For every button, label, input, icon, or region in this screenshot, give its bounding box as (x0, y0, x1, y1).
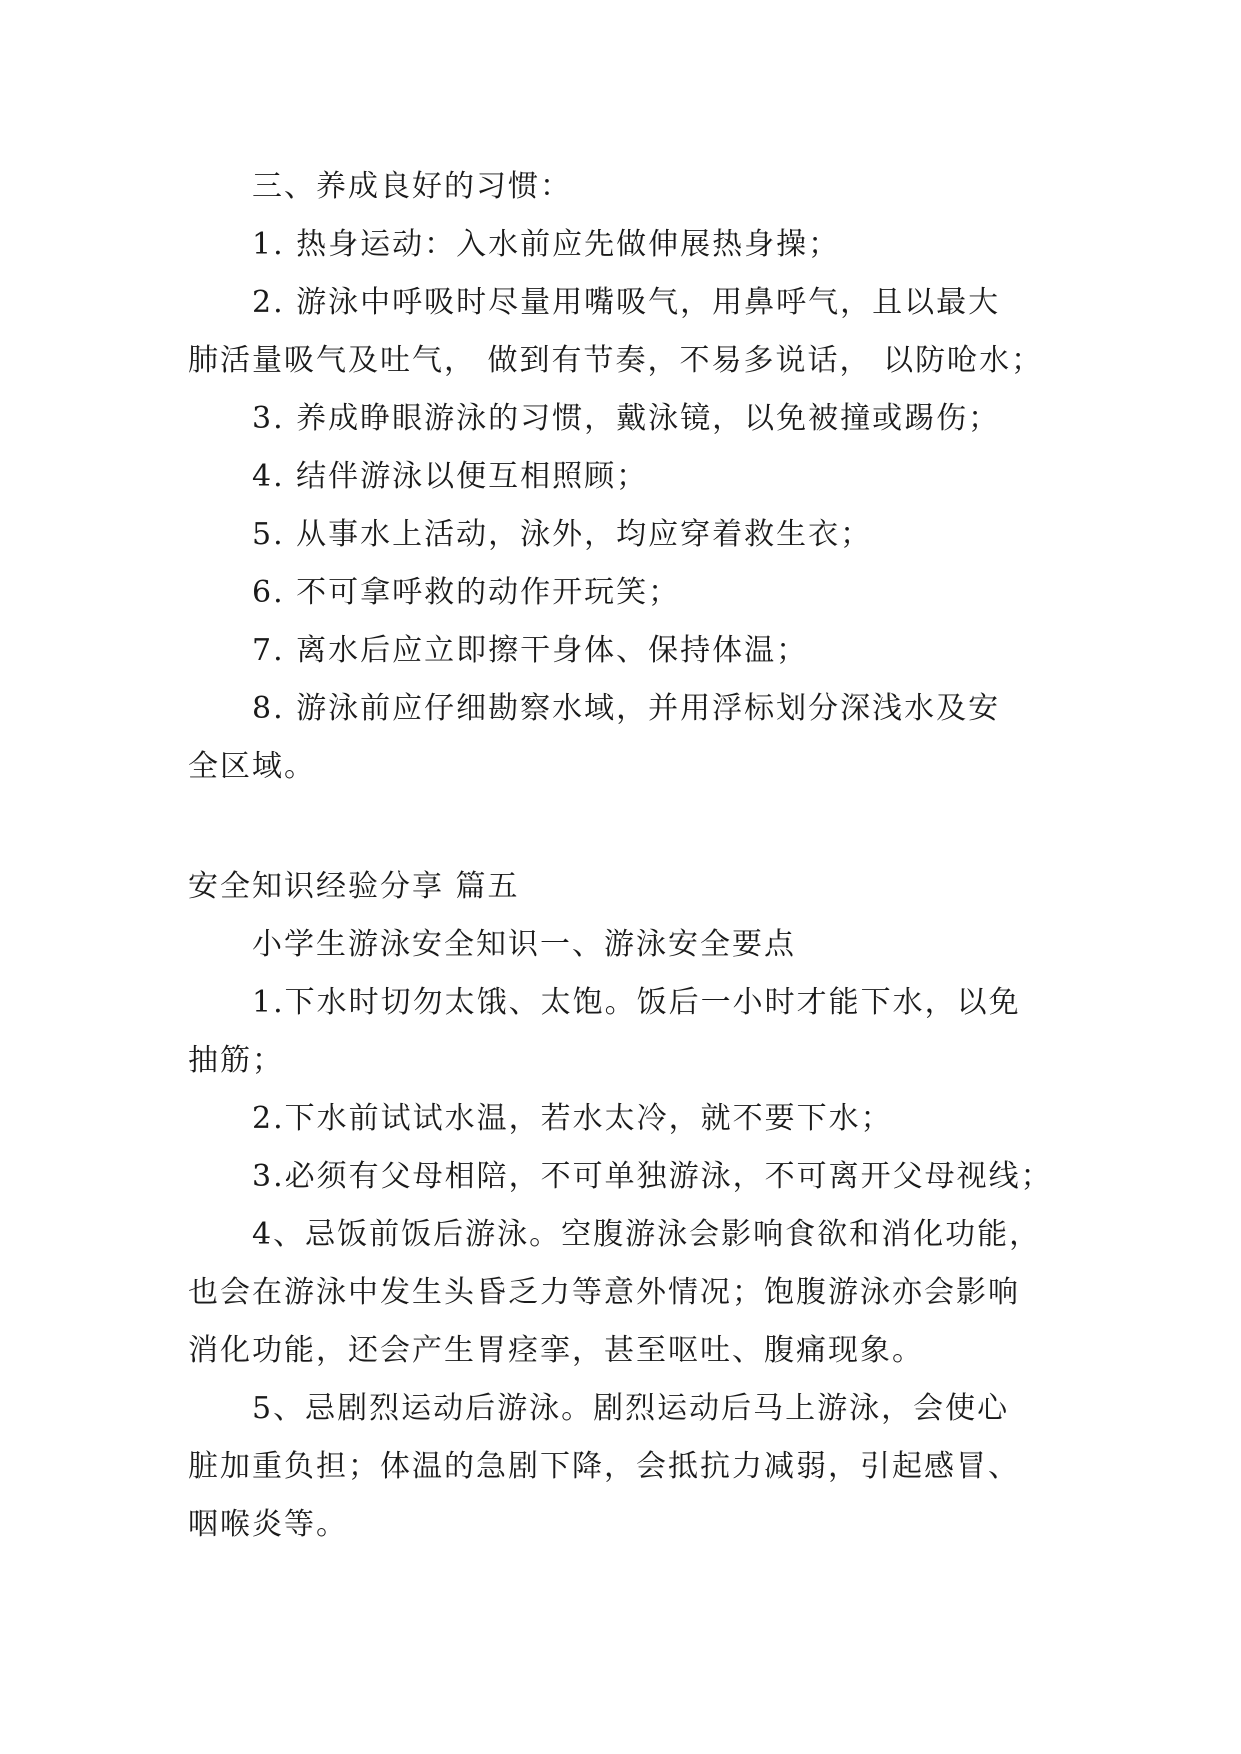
habit-item-3: 3. 养成睁眼游泳的习惯，戴泳镜，以免被撞或踢伤； (252, 401, 1001, 436)
section-five-subtitle: 小学生游泳安全知识一、游泳安全要点 (252, 927, 796, 962)
section-three (188, 158, 1058, 796)
safety-item-5-cont-1: 脏加重负担；体温的急剧下降，会抵抗力减弱，引起感冒、 (188, 1449, 1020, 1484)
habit-item-4: 4. 结伴游泳以便互相照顾； (252, 459, 649, 494)
habit-item-2-cont: 肺活量吸气及吐气， 做到有节奏，不易多说话， 以防呛水； (188, 343, 1044, 378)
safety-item-1-cont: 抽筋； (188, 1043, 284, 1078)
safety-item-4-cont-1: 也会在游泳中发生头昏乏力等意外情况；饱腹游泳亦会影响 (188, 1275, 1020, 1310)
safety-item-2: 2.下水前试试水温，若水太冷，就不要下水； (252, 1101, 893, 1136)
habit-item-7: 7. 离水后应立即擦干身体、保持体温； (252, 633, 809, 668)
section-three-heading: 三、养成良好的习惯： (252, 169, 572, 204)
section-five (188, 858, 1058, 1554)
safety-item-3: 3.必须有父母相陪，不可单独游泳，不可离开父母视线； (252, 1159, 1053, 1194)
habit-item-1: 1. 热身运动：入水前应先做伸展热身操； (252, 227, 841, 262)
habit-item-8: 8. 游泳前应仔细勘察水域，并用浮标划分深浅水及安 (252, 691, 1001, 726)
safety-item-1: 1.下水时切勿太饿、太饱。饭后一小时才能下水，以免 (252, 985, 1021, 1020)
safety-item-4-cont-2: 消化功能，还会产生胃痉挛，甚至呕吐、腹痛现象。 (188, 1333, 924, 1368)
section-five-title: 安全知识经验分享 篇五 (188, 869, 520, 904)
safety-item-4: 4、忌饭前饭后游泳。空腹游泳会影响食欲和消化功能， (252, 1217, 1042, 1252)
safety-item-5-cont-2: 咽喉炎等。 (188, 1507, 348, 1542)
habit-item-2: 2. 游泳中呼吸时尽量用嘴吸气，用鼻呼气，且以最大 (252, 285, 1001, 320)
habit-item-8-cont: 全区域。 (188, 749, 316, 784)
habit-item-6: 6. 不可拿呼救的动作开玩笑； (252, 575, 681, 610)
safety-item-5: 5、忌剧烈运动后游泳。剧烈运动后马上游泳，会使心 (252, 1391, 1010, 1426)
habit-item-5: 5. 从事水上活动，泳外，均应穿着救生衣； (252, 517, 873, 552)
